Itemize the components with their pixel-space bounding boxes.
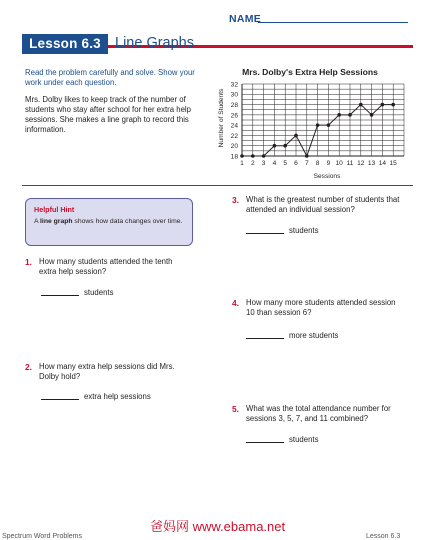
x-tick-label: 10 <box>335 160 343 167</box>
question-3 <box>232 195 412 255</box>
answer-unit: more students <box>289 331 339 340</box>
x-tick-label: 15 <box>389 160 397 167</box>
data-point <box>305 154 309 158</box>
hint-text-post: shows how data changes over time. <box>72 218 183 225</box>
answer-blank[interactable] <box>246 442 284 443</box>
lesson-title: Line Graphs <box>115 35 194 51</box>
instructions: Read the problem carefully and solve. Show your work under each question. <box>25 68 195 87</box>
footer-right: Lesson 6.3 <box>366 533 401 540</box>
watermark: 爸妈网 www.ebama.net <box>150 519 286 534</box>
data-point <box>337 113 341 117</box>
data-point <box>370 113 374 117</box>
question-text: How many students attended the tenth extra help session? <box>39 257 173 276</box>
x-tick-label: 9 <box>326 160 331 167</box>
data-point <box>348 113 352 117</box>
x-tick-labels <box>240 160 397 167</box>
data-point <box>294 134 298 138</box>
name-label: NAME <box>229 13 262 25</box>
answer-blank[interactable] <box>41 399 79 400</box>
question-5 <box>232 404 412 464</box>
answer-blank[interactable] <box>41 295 79 296</box>
data-point <box>283 144 287 148</box>
helpful-hint-box <box>25 198 193 246</box>
answer-blank[interactable] <box>246 338 284 339</box>
y-tick-label: 24 <box>230 122 238 130</box>
data-point <box>262 154 266 158</box>
x-tick-label: 12 <box>357 160 365 167</box>
x-tick-label: 7 <box>304 160 309 167</box>
x-tick-label: 14 <box>378 160 387 167</box>
answer-blank[interactable] <box>246 233 284 234</box>
hint-text-pre: A <box>34 218 41 225</box>
hint-title: Helpful Hint <box>34 205 75 214</box>
y-tick-label: 30 <box>230 91 238 99</box>
question-2 <box>25 362 205 422</box>
answer-line[interactable] <box>246 226 318 236</box>
x-tick-label: 4 <box>272 160 277 167</box>
answer-unit: students <box>289 226 319 235</box>
x-tick-label: 2 <box>250 160 255 167</box>
y-tick-label: 22 <box>230 132 238 140</box>
question-text: What was the total attendance number for sessions 3, 5, 7, and 11 combined? <box>246 404 391 423</box>
question-number: 2. <box>25 362 32 372</box>
data-point <box>327 123 331 127</box>
x-tick-label: 1 <box>240 160 244 167</box>
x-tick-label: 3 <box>261 160 266 167</box>
answer-line[interactable] <box>41 392 151 402</box>
x-tick-label: 6 <box>294 160 298 167</box>
data-point <box>251 154 255 158</box>
footer-left: Spectrum Word Problems <box>2 533 83 540</box>
x-axis-label: Sessions <box>313 173 341 180</box>
y-tick-label: 32 <box>230 81 238 89</box>
x-tick-label: 8 <box>315 160 320 167</box>
y-tick-label: 18 <box>230 153 238 161</box>
data-point <box>240 154 244 158</box>
data-point <box>273 144 277 148</box>
x-tick-label: 13 <box>367 160 376 167</box>
data-point <box>381 103 385 107</box>
answer-unit: students <box>84 288 114 297</box>
x-tick-label: 5 <box>283 160 288 167</box>
y-tick-label: 20 <box>230 143 238 151</box>
x-tick-label: 11 <box>346 160 354 167</box>
name-line <box>258 22 408 23</box>
hint-text <box>34 218 184 227</box>
answer-line[interactable] <box>41 288 113 298</box>
hint-text-bold: line graph <box>40 218 73 225</box>
question-number: 3. <box>232 195 239 205</box>
question-number: 4. <box>232 298 239 308</box>
section-divider <box>22 185 413 186</box>
answer-unit: students <box>289 435 319 444</box>
question-number: 5. <box>232 404 239 414</box>
answer-line[interactable] <box>246 331 338 341</box>
line-chart <box>212 62 417 182</box>
y-tick-labels <box>231 81 239 160</box>
problem-text: Mrs. Dolby likes to keep track of the number of students who stay after school for her extra help sessions. She makes a line graph to record this information. <box>25 95 191 134</box>
data-point <box>391 103 395 107</box>
y-tick-label: 28 <box>230 101 238 109</box>
question-text: How many more students attended session 10 than session 6? <box>246 298 396 317</box>
question-4 <box>232 298 412 358</box>
chart-grid <box>242 84 404 156</box>
chart-title: Mrs. Dolby's Extra Help Sessions <box>242 67 378 77</box>
answer-unit: extra help sessions <box>84 392 151 401</box>
y-tick-label: 26 <box>230 112 238 120</box>
question-text: How many extra help sessions did Mrs. Dolby hold? <box>39 362 175 381</box>
question-text: What is the greatest number of students that attended an individual session? <box>246 195 400 214</box>
question-number: 1. <box>25 257 32 267</box>
data-point <box>359 103 363 107</box>
y-axis-label: Number of Students <box>218 88 225 148</box>
question-1 <box>25 257 205 317</box>
answer-line[interactable] <box>246 435 318 445</box>
lesson-badge: Lesson 6.3 <box>22 34 108 54</box>
data-point <box>316 123 320 127</box>
